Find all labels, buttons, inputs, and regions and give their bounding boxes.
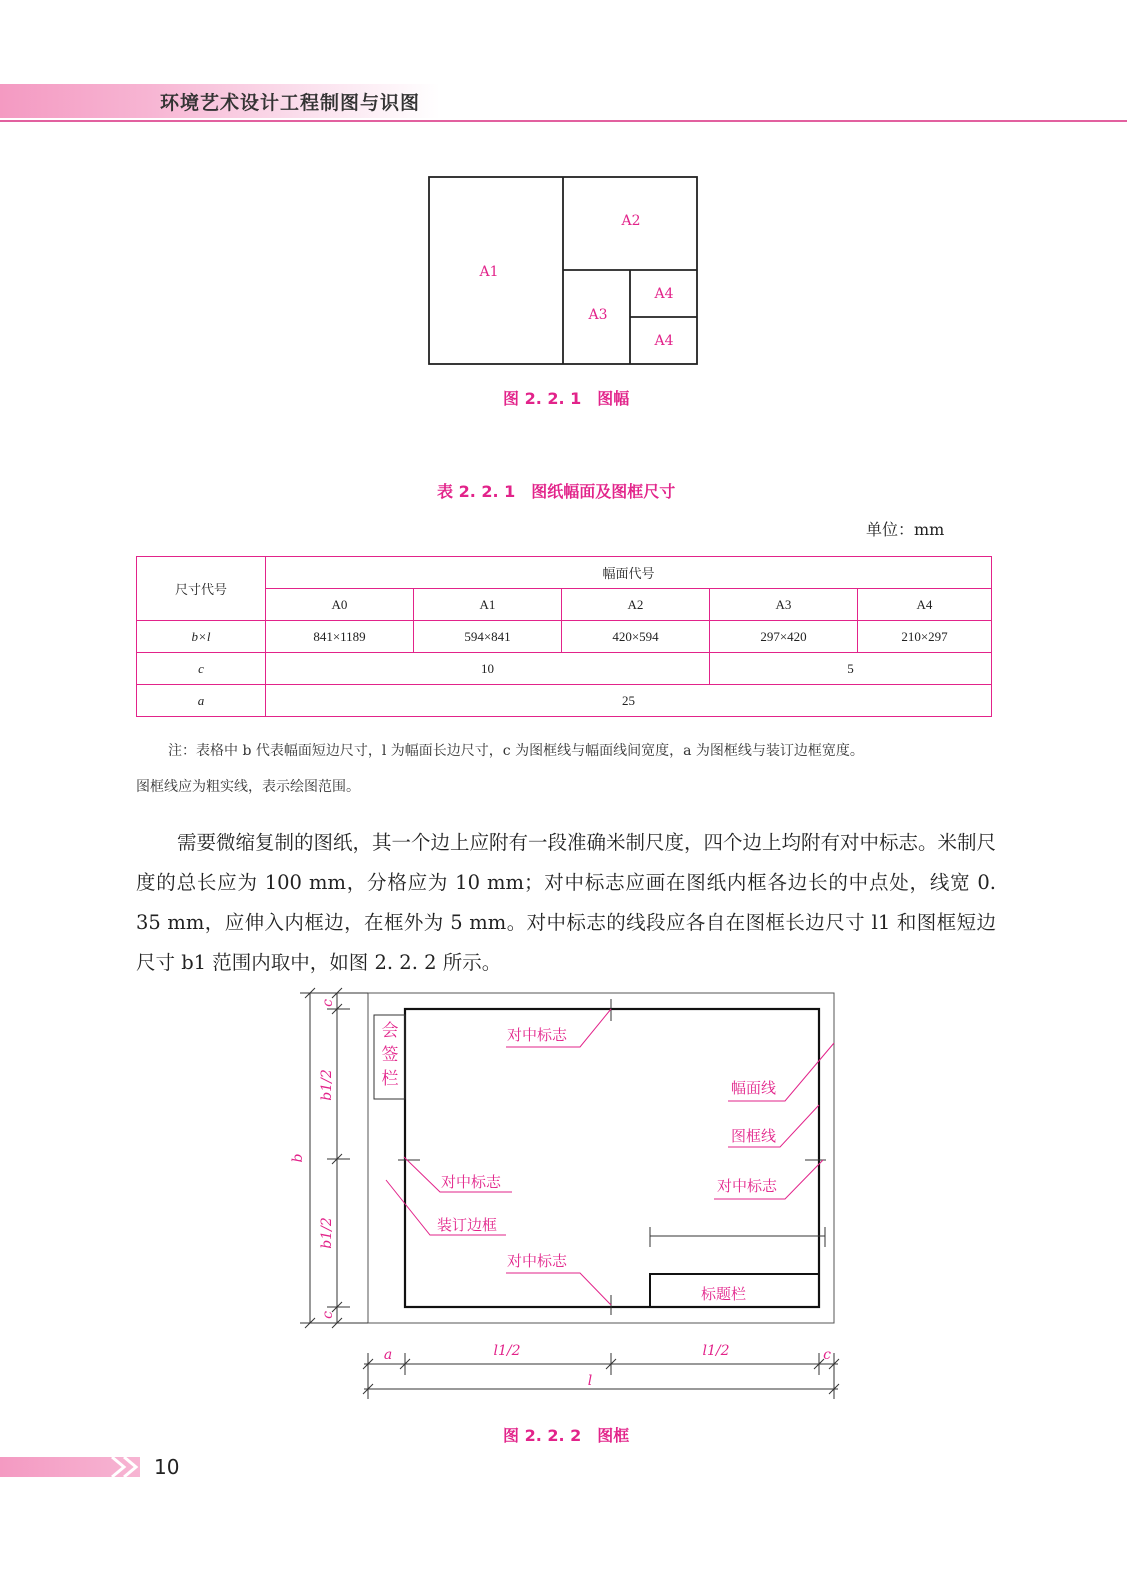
label-a1: A1 [479,264,499,280]
format-header-a0: A0 [266,589,414,621]
label-a4-top: A4 [654,286,674,302]
figure-caption-2: 图 2. 2. 2 图框 [503,1426,630,1445]
sign-block-char-1: 会 [381,1021,399,1041]
figure-caption-1: 图 2. 2. 1 图幅 [503,389,630,408]
paragraph-text: 需要微缩复制的图纸，其一个边上应附有一段准确米制尺度，四个边上均附有对中标志。米制尺度的总长应为 100 mm，分格应为 10 mm；对中标志应画在图纸内框各边长的中点处，线宽 0. 35 mm，应伸入内框边，在框外为 5 mm。对中标志的线段应各自在图框长边尺寸 l1 和图框短边尺寸 b1 范围内取中，如图 2. 2. 2 所示。 [136,831,997,974]
label-sheet-line: 幅面线 [731,1079,777,1097]
label-title-block: 标题栏 [701,1285,747,1303]
label-frame-line: 图框线 [731,1127,777,1145]
code-cell: b×l [137,621,266,653]
value-cell: 297×420 [710,621,858,653]
table-note-line-2: 图框线应为粗实线，表示绘图范围。 [136,779,360,795]
dim-c-right: c [823,1347,831,1363]
label-center-mark-top: 对中标志 [507,1026,568,1044]
table-row [137,653,992,685]
dim-c-bottom: c [320,1311,336,1319]
table-caption: 表 2. 2. 1 图纸幅面及图框尺寸 [437,482,676,501]
header-rule [0,120,1127,122]
chevron-right-icon [108,1455,148,1479]
dim-b1-half-bottom: b1/2 [319,1217,335,1249]
label-a2: A2 [621,213,641,229]
code-cell: a [137,685,266,717]
dim-c-top: c [320,999,336,1007]
body-paragraph [136,823,996,983]
value-cell: 25 [266,685,992,717]
label-center-mark-bottom: 对中标志 [507,1252,568,1270]
sign-block-char-3: 栏 [381,1069,399,1089]
label-binding-edge: 装订边框 [437,1216,498,1234]
table-row [137,685,992,717]
row-header-cell: 尺寸代号 [137,557,266,621]
label-center-mark-left: 对中标志 [441,1173,502,1191]
sign-block-char-2: 签 [381,1045,399,1065]
format-header-a3: A3 [710,589,858,621]
format-header-a2: A2 [562,589,710,621]
label-center-mark-right: 对中标志 [717,1177,778,1195]
sheet-format-diagram [420,168,710,373]
table-row [137,621,992,653]
dim-l1-half-right: l1/2 [702,1343,730,1359]
table-note-line-1: 注：表格中 b 代表幅面短边尺寸，l 为幅面长边尺寸，c 为图框线与幅面线间宽度，a 为图框线与装订边框宽度。 [168,743,864,759]
value-cell: 10 [266,653,710,685]
code-cell: c [137,653,266,685]
group-header-cell: 幅面代号 [266,557,992,589]
value-cell: 594×841 [414,621,562,653]
label-a4-bottom: A4 [654,333,674,349]
table-unit: 单位：mm [866,520,945,539]
dim-b: b [290,1153,306,1163]
value-cell: 841×1189 [266,621,414,653]
running-header-title: 环境艺术设计工程制图与识图 [160,92,421,114]
format-header-a1: A1 [414,589,562,621]
dim-b1-half-top: b1/2 [319,1069,335,1101]
dim-l1-half-left: l1/2 [493,1343,521,1359]
dim-a: a [383,1347,393,1363]
dim-l: l [587,1373,593,1389]
format-size-table [136,556,992,717]
label-a3: A3 [588,307,608,323]
value-cell: 210×297 [858,621,992,653]
value-cell: 5 [710,653,992,685]
value-cell: 420×594 [562,621,710,653]
drawing-frame-diagram [280,985,850,1405]
format-header-a4: A4 [858,589,992,621]
page-number: 10 [154,1455,180,1479]
